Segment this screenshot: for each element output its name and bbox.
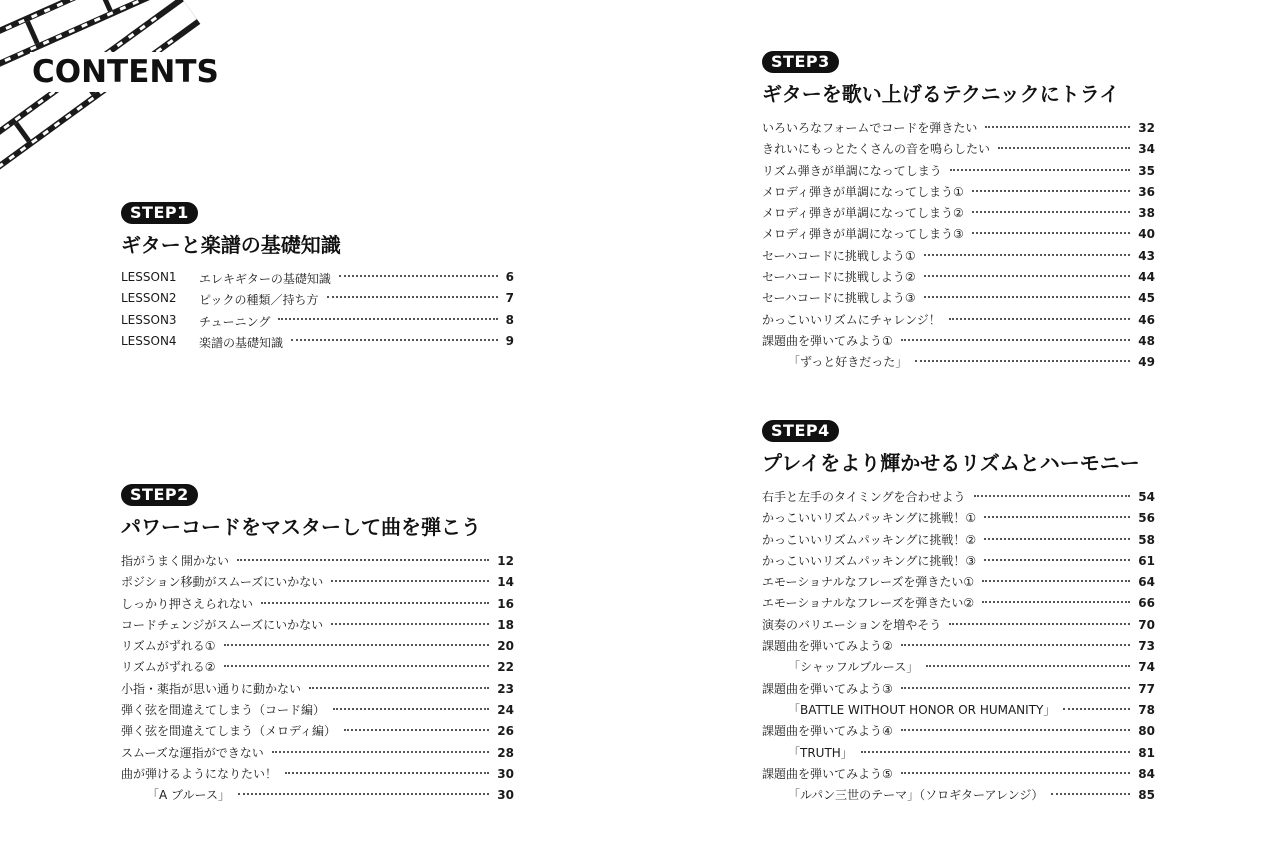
page-number: 85 <box>1138 788 1155 803</box>
dot-leader <box>926 665 1130 667</box>
toc-entry-label: 指がうまく開かない <box>121 554 230 568</box>
page-number: 26 <box>497 724 514 739</box>
toc-entry[interactable] <box>762 509 1155 530</box>
toc-entry-label: セーハコードに挑戦しよう③ <box>762 291 916 306</box>
page-number: 38 <box>1138 206 1155 221</box>
toc-entry[interactable] <box>762 311 1155 332</box>
page-number: 58 <box>1138 532 1155 547</box>
page-number: 16 <box>497 596 514 611</box>
page-number: 73 <box>1138 639 1155 654</box>
toc-entry-label: 「ずっと好きだった」 <box>788 355 908 370</box>
toc-entry-label: エモーショナルなフレーズを弾きたい① <box>762 575 975 590</box>
toc-entry-label: 課題曲を弾いてみよう④ <box>762 724 893 739</box>
toc-entry-label: 右手と左手のタイミングを合わせよう <box>762 490 966 504</box>
toc-entry-label: リズムがずれる① <box>121 639 216 654</box>
toc-entry[interactable] <box>121 680 514 701</box>
page-number: 77 <box>1138 681 1155 696</box>
page-number: 74 <box>1138 660 1155 675</box>
dot-leader <box>901 687 1131 689</box>
toc-entry[interactable] <box>121 595 514 616</box>
toc-list <box>121 270 514 355</box>
toc-entry[interactable] <box>762 247 1155 268</box>
toc-entry-label: セーハコードに挑戦しよう① <box>762 248 916 263</box>
toc-entry-label: 課題曲を弾いてみよう③ <box>762 681 893 696</box>
page-number: 40 <box>1138 227 1155 242</box>
step-badge: STEP3 <box>762 51 839 73</box>
toc-entry[interactable] <box>121 701 514 722</box>
page-number: 56 <box>1138 511 1155 526</box>
dot-leader <box>924 275 1131 277</box>
toc-entry[interactable] <box>121 744 514 765</box>
toc-entry-label: 課題曲を弾いてみよう⑤ <box>762 766 893 781</box>
toc-entry-label: メロディ弾きが単調になってしまう① <box>762 184 964 199</box>
lesson-number: LESSON1 <box>121 270 177 284</box>
toc-entry[interactable] <box>762 204 1155 225</box>
page-number: 81 <box>1138 745 1155 760</box>
toc-entry-label: エモーショナルなフレーズを弾きたい② <box>762 596 975 611</box>
dot-leader <box>285 772 489 774</box>
lesson-title: 楽譜の基礎知識 <box>199 335 284 350</box>
page-number: 61 <box>1138 553 1155 568</box>
toc-entry[interactable] <box>762 658 1155 679</box>
dot-leader <box>261 602 489 604</box>
toc-entry[interactable] <box>762 744 1155 765</box>
toc-entry-label: ポジション移動がスムーズにいかない <box>121 575 324 590</box>
lesson-number: LESSON2 <box>121 291 177 306</box>
toc-entry[interactable] <box>762 289 1155 310</box>
toc-entry[interactable] <box>762 616 1155 637</box>
toc-entry[interactable] <box>762 488 1155 509</box>
toc-entry-label: 課題曲を弾いてみよう① <box>762 333 893 348</box>
page-number: 66 <box>1138 596 1155 611</box>
step4-section <box>762 420 1155 807</box>
page-number: 36 <box>1138 184 1155 199</box>
page-number: 80 <box>1138 724 1155 739</box>
toc-entry-label: きれいにもっとたくさんの音を鳴らしたい <box>762 142 991 157</box>
step-badge: STEP1 <box>121 202 198 224</box>
toc-entry-label: 「TRUTH」 <box>788 745 853 760</box>
toc-entry-label: 演奏のバリエーションを増やそう <box>762 617 942 632</box>
toc-entry-label: 「A ブルース」 <box>147 788 230 803</box>
toc-entry[interactable] <box>762 268 1155 289</box>
toc-entry-label: 「ルパン三世のテーマ」（ソロギターアレンジ） <box>788 788 1044 803</box>
dot-leader <box>984 538 1130 540</box>
toc-entry[interactable] <box>762 119 1155 140</box>
toc-entry[interactable] <box>121 270 514 291</box>
toc-entry-label: リズム弾きが単調になってしまう <box>762 163 942 178</box>
lesson-title: エレキギターの基礎知識 <box>199 272 331 286</box>
toc-entry[interactable] <box>121 786 514 807</box>
dot-leader <box>237 559 489 561</box>
dot-leader <box>974 495 1131 497</box>
dot-leader <box>924 254 1131 256</box>
page-number: 8 <box>505 312 514 327</box>
page-number: 48 <box>1138 333 1155 348</box>
dot-leader <box>901 644 1131 646</box>
page-number: 45 <box>1138 291 1155 306</box>
toc-entry-label: 課題曲を弾いてみよう② <box>762 639 893 654</box>
toc-entry-label: 曲が弾けるようになりたい！ <box>121 766 278 781</box>
toc-entry-label: かっこいいリズムにチャレンジ！ <box>762 312 941 327</box>
dot-leader <box>972 211 1130 213</box>
toc-entry[interactable] <box>762 573 1155 594</box>
step-badge: STEP4 <box>762 420 839 442</box>
page-number: 70 <box>1138 617 1155 632</box>
toc-entry-label: 「BATTLE WITHOUT HONOR OR HUMANITY」 <box>788 702 1056 717</box>
film-strip-decoration <box>0 0 240 190</box>
page-number: 30 <box>497 766 514 781</box>
toc-entry-label: コードチェンジがスムーズにいかない <box>121 617 324 632</box>
toc-entry-label: 弾く弦を間違えてしまう（メロディ編） <box>121 724 337 739</box>
toc-entry-label: いろいろなフォームでコードを弾きたい <box>762 121 978 135</box>
page-number: 35 <box>1138 163 1155 178</box>
page-number: 32 <box>1138 121 1155 135</box>
dot-leader <box>333 708 489 710</box>
dot-leader <box>972 232 1130 234</box>
section-title: ギターと楽譜の基礎知識 <box>121 233 341 257</box>
toc-entry-label: メロディ弾きが単調になってしまう③ <box>762 227 964 242</box>
dot-leader <box>972 190 1130 192</box>
dot-leader <box>949 623 1130 625</box>
page-number: 30 <box>497 788 514 803</box>
dot-leader <box>272 751 489 753</box>
toc-list <box>762 488 1155 807</box>
lesson-number: LESSON3 <box>121 312 177 327</box>
toc-entry[interactable] <box>762 225 1155 246</box>
dot-leader <box>901 729 1131 731</box>
dot-leader <box>924 296 1131 298</box>
dot-leader <box>998 147 1130 149</box>
toc-list <box>762 119 1155 375</box>
section-title: ギターを歌い上げるテクニックにトライ <box>762 82 1120 106</box>
page-number: 24 <box>497 703 514 718</box>
step2-section <box>121 484 514 808</box>
toc-entry[interactable] <box>121 765 514 786</box>
page-number: 43 <box>1138 248 1155 263</box>
page-number: 22 <box>497 660 514 675</box>
page-number: 34 <box>1138 142 1155 157</box>
lesson-title: チューニング <box>199 314 271 329</box>
dot-leader <box>224 665 490 667</box>
toc-entry[interactable] <box>121 291 514 312</box>
toc-entry-label: 「シャッフルブルース」 <box>788 660 919 675</box>
dot-leader <box>238 793 489 795</box>
toc-entry[interactable] <box>762 332 1155 353</box>
toc-entry[interactable] <box>121 658 514 679</box>
dot-leader <box>331 580 489 582</box>
toc-entry[interactable] <box>762 183 1155 204</box>
page-number: 54 <box>1138 490 1155 504</box>
dot-leader <box>901 772 1131 774</box>
toc-entry[interactable] <box>121 722 514 743</box>
toc-list <box>121 552 514 808</box>
lesson-number: LESSON4 <box>121 333 177 348</box>
lesson-title: ピックの種類／持ち方 <box>199 293 319 308</box>
toc-entry[interactable] <box>121 552 514 573</box>
toc-entry-label <box>121 313 270 330</box>
dot-leader <box>309 687 489 689</box>
toc-entry[interactable] <box>762 531 1155 552</box>
dot-leader <box>861 751 1130 753</box>
page-number: 9 <box>505 333 514 348</box>
toc-entry[interactable] <box>121 334 514 355</box>
page-number: 46 <box>1138 312 1155 327</box>
dot-leader <box>291 339 498 341</box>
toc-entry[interactable] <box>121 637 514 658</box>
dot-leader <box>984 559 1130 561</box>
dot-leader <box>339 275 498 277</box>
dot-leader <box>1063 708 1130 710</box>
dot-leader <box>901 339 1131 341</box>
page-number: 7 <box>505 291 514 306</box>
toc-entry-label <box>121 334 283 351</box>
toc-entry[interactable] <box>121 313 514 334</box>
page-number: 23 <box>497 681 514 696</box>
dot-leader <box>985 126 1130 128</box>
page-number: 14 <box>497 575 514 590</box>
dot-leader <box>1051 793 1130 795</box>
dot-leader <box>331 623 489 625</box>
page-number: 49 <box>1138 355 1155 370</box>
toc-entry[interactable] <box>762 140 1155 161</box>
toc-entry-label: セーハコードに挑戦しよう② <box>762 270 916 285</box>
toc-entry-label: しっかり押さえられない <box>121 596 254 611</box>
toc-entry[interactable] <box>121 573 514 594</box>
page-number: 64 <box>1138 575 1155 590</box>
page-number: 12 <box>497 554 514 568</box>
toc-entry-label: スムーズな運指ができない <box>121 745 264 760</box>
step1-section <box>121 202 514 355</box>
dot-leader <box>327 296 498 298</box>
toc-entry-label: かっこいいリズムパッキングに挑戦！① <box>762 511 977 526</box>
toc-entry[interactable] <box>762 765 1155 786</box>
dot-leader <box>224 644 490 646</box>
toc-entry[interactable] <box>762 594 1155 615</box>
toc-entry[interactable] <box>762 701 1155 722</box>
dot-leader <box>950 169 1131 171</box>
toc-entry-label: メロディ弾きが単調になってしまう② <box>762 206 964 221</box>
toc-entry-label: 弾く弦を間違えてしまう（コード編） <box>121 703 326 718</box>
page-number: 78 <box>1138 702 1155 717</box>
page-number: 18 <box>497 617 514 632</box>
page-number: 44 <box>1138 270 1155 285</box>
dot-leader <box>915 360 1130 362</box>
toc-entry-label <box>121 270 331 287</box>
dot-leader <box>984 516 1130 518</box>
step-badge: STEP2 <box>121 484 198 506</box>
toc-entry-label: 小指・薬指が思い通りに動かない <box>121 681 302 696</box>
page-number: 28 <box>497 745 514 760</box>
toc-entry[interactable] <box>762 552 1155 573</box>
page-title: CONTENTS <box>32 54 219 90</box>
toc-entry-label: かっこいいリズムパッキングに挑戦！③ <box>762 553 977 568</box>
page-number: 84 <box>1138 766 1155 781</box>
dot-leader <box>949 318 1130 320</box>
toc-entry[interactable] <box>762 786 1155 807</box>
toc-entry[interactable] <box>762 680 1155 701</box>
dot-leader <box>278 318 497 320</box>
toc-entry[interactable] <box>121 616 514 637</box>
step3-section <box>762 51 1155 375</box>
dot-leader <box>982 580 1130 582</box>
dot-leader <box>344 729 489 731</box>
dot-leader <box>982 601 1130 603</box>
page-number: 6 <box>505 270 514 284</box>
toc-entry-label: かっこいいリズムパッキングに挑戦！② <box>762 532 977 547</box>
toc-entry[interactable] <box>762 162 1155 183</box>
toc-entry[interactable] <box>762 637 1155 658</box>
toc-entry-label: リズムがずれる② <box>121 660 216 675</box>
toc-entry[interactable] <box>762 722 1155 743</box>
section-title: プレイをより輝かせるリズムとハーモニー <box>762 451 1140 475</box>
toc-entry[interactable] <box>762 353 1155 374</box>
section-title: パワーコードをマスターして曲を弾こう <box>121 515 481 539</box>
page-number: 20 <box>497 639 514 654</box>
toc-entry-label <box>121 291 319 308</box>
